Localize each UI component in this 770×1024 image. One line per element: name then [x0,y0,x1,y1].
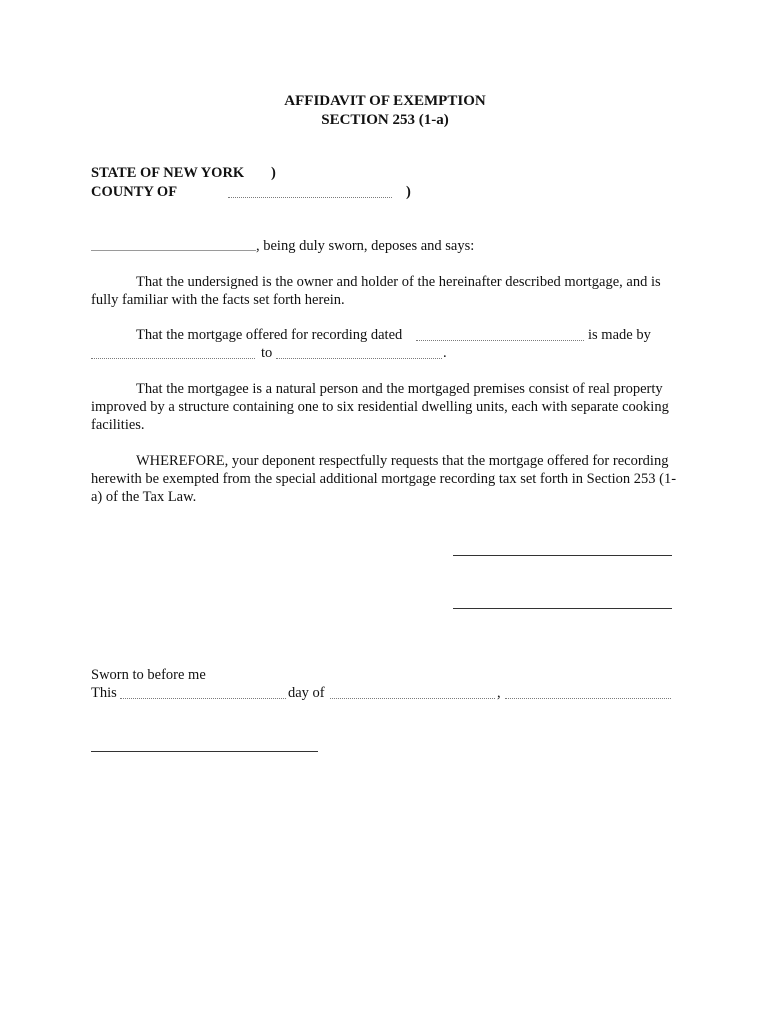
county-paren: ) [406,184,411,200]
day-field[interactable] [120,698,286,699]
paragraph-owner-text: That the undersigned is the owner and holder of the hereinafter described mortgage, and is fully familiar with the facts set forth herein. [91,274,661,308]
this-text: This [91,685,117,701]
deposes-text: , being duly sworn, deposes and says: [256,238,475,254]
county-label: COUNTY OF [91,184,178,200]
state-label: STATE OF NEW YORK [91,165,245,181]
deponent-signature-line[interactable] [453,555,672,556]
paragraph-mortgagee [91,380,681,434]
paragraph-owner [91,273,681,309]
county-field[interactable] [228,197,392,198]
state-paren: ) [271,165,276,181]
paragraph-mortgagee-text: That the mortgagee is a natural person and the mortgaged premises consist of real property improved by a structure containing one to six residential dwelling units, each with separate cooking facilities. [91,381,669,433]
period-text: . [443,345,447,361]
to-text: to [261,345,273,361]
made-by-text: is made by [588,327,651,343]
year-field[interactable] [505,698,671,699]
deponent-name-field[interactable] [91,250,256,251]
document-subtitle: SECTION 253 (1-a) [321,112,449,128]
deponent-print-name-line[interactable] [453,608,672,609]
sworn-text: Sworn to before me [91,667,206,683]
mortgagor-field[interactable] [91,358,255,359]
mortgagee-field[interactable] [276,358,442,359]
notary-signature-line[interactable] [91,751,318,752]
paragraph-wherefore-text: WHEREFORE, your deponent respectfully requests that the mortgage offered for recording herewith be exempted from the special additional mortgage recording tax set forth in Section 253 (1-a) of the Tax Law. [91,453,677,505]
paragraph-wherefore [91,452,681,506]
mortgage-date-field[interactable] [416,340,584,341]
mortgage-dated-text: That the mortgage offered for recording dated [136,327,403,343]
month-field[interactable] [330,698,495,699]
day-of-text: day of [288,685,325,701]
comma-text: , [497,685,501,701]
document-title: AFFIDAVIT OF EXEMPTION [284,93,486,109]
